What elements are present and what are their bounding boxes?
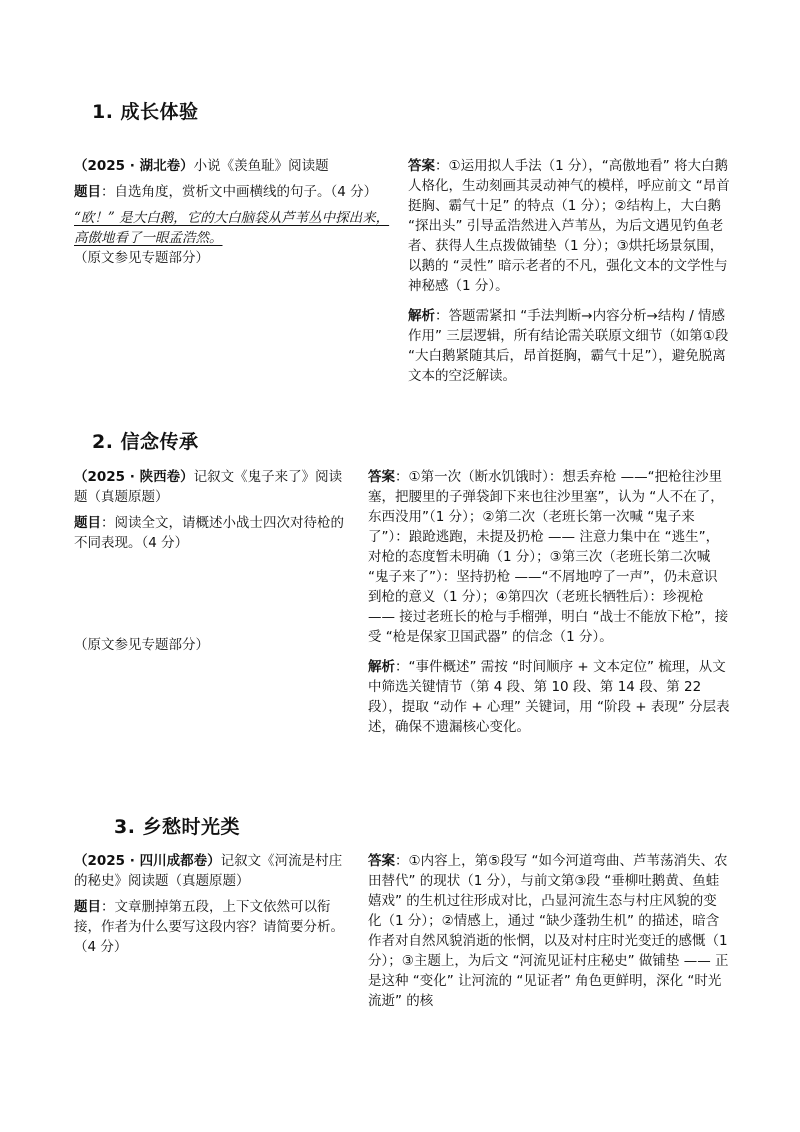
source-label: （2025 · 湖北卷） — [74, 158, 194, 174]
source-line — [74, 156, 392, 176]
source-text: 小说《羡鱼耻》阅读题 — [193, 158, 329, 174]
section-2-answer — [368, 467, 730, 737]
section-2-source-note: （原文参见专题部分） — [74, 637, 209, 653]
question-label: 题目 — [74, 184, 101, 200]
section-2-title: 2. 信念传承 — [92, 431, 199, 453]
analysis-paragraph — [368, 657, 730, 737]
source-label: （2025 · 四川成都卷） — [74, 853, 221, 869]
section-1-title: 1. 成长体验 — [92, 101, 199, 123]
answer-paragraph — [408, 156, 730, 296]
source-text: 记叙文《鬼子来了》阅读题（真题原题） — [74, 469, 343, 505]
source-label: （2025 · 陕西卷） — [74, 469, 194, 485]
section-3-answer — [368, 851, 730, 1011]
section-2-question — [74, 467, 344, 553]
answer-text: ：①运用拟人手法（1 分），“高傲地看” 将大白鹅人格化，生动刻画其灵动神气的模样，呼应前文 “昂首挺胸、霸气十足” 的特点（1 分）；②结构上，大白鹅 “探出头” 引导孟浩然进入芦苇丛，为后文遇见钓鱼老者、获得人生点拨做铺垫（1 分）；③烘托场景氛围，以鹅的 “灵性” 暗示老者的不凡，强化文本的文学性与神秘感（1 分）。 — [408, 158, 730, 294]
analysis-label: 解析 — [408, 308, 435, 324]
question-line — [74, 897, 354, 957]
question-text: ：文章删掉第五段，上下文依然可以衔接，作者为什么要写这段内容？请简要分析。（4 分） — [74, 899, 344, 955]
source-note: （原文参见专题部分） — [74, 250, 209, 266]
answer-paragraph — [368, 467, 730, 647]
source-line — [74, 851, 354, 891]
source-text: 记叙文《河流是村庄的秘史》阅读题（真题原题） — [74, 853, 343, 889]
answer-text: ：①内容上，第⑤段写 “如今河道弯曲、芦苇荡消失、农田替代” 的现状（1 分），与前文第③段 “垂柳吐鹅黄、鱼蛙嬉戏” 的生机过往形成对比，凸显河流生态与村庄风貌的变化（1 分）；②情感上，通过 “缺少蓬勃生机” 的描述，暗含作者对自然风貌消逝的怅惘，以及对村庄时光变迁的感慨（1 分）；③主题上，为后文 “河流见证村庄秘史” 做铺垫 —— 正是这种 “变化” 让河流的 “见证者” 角色更鲜明，深化 “时光流逝” 的核 — [368, 853, 729, 1009]
section-1-answer — [408, 156, 730, 386]
question-line — [74, 513, 344, 553]
answer-label: 答案 — [408, 158, 435, 174]
analysis-label: 解析 — [368, 659, 395, 675]
section-3-title: 3. 乡愁时光类 — [114, 816, 241, 838]
question-label: 题目 — [74, 515, 101, 531]
answer-paragraph — [368, 851, 730, 1011]
underlined-quote: “欧！” 是大白鹅，它的大白脑袋从芦苇丛中探出来，高傲地看了一眼孟浩然。 — [74, 210, 390, 246]
question-line — [74, 182, 392, 202]
answer-label: 答案 — [368, 853, 395, 869]
question-text: ：自选角度，赏析文中画横线的句子。（4 分） — [101, 184, 378, 200]
analysis-text: ：答题需紧扣 “手法判断→内容分析→结构 / 情感作用” 三层逻辑，所有结论需关联原文细节（如第①段 “大白鹅紧随其后，昂首挺胸，霸气十足”），避免脱离文本的空泛解读。 — [408, 308, 729, 384]
analysis-text: ：“事件概述” 需按 “时间顺序 + 文本定位” 梳理，从文中筛选关键情节（第 4 段、第 10 段、第 14 段、第 22 段），提取 “动作 + 心理” 关键词，用 “阶段 + 表现” 分层表述，确保不遗漏核心变化。 — [368, 659, 730, 735]
answer-text: ：①第一次（断水饥饿时）：想丢弃枪 ——“把枪往沙里塞，把腰里的子弹袋卸下来也往沙里塞”，认为 “人不在了，东西没用”（1 分）；②第二次（老班长第一次喊 “鬼子来了”）：踉跄逃跑，未提及扔枪 —— 注意力集中在 “逃生”，对枪的态度暂未明确（1 分）；③第三次（老班长第二次喊 “鬼子来了”）：坚持扔枪 ——“不屑地哼了一声”，仍未意识到枪的意义（1 分）；④第四次（老班长牺牲后）：珍视枪 —— 接过老班长的枪与手榴弹，明白 “战士不能放下枪”，接受 “枪是保家卫国武器” 的信念（1 分）。 — [368, 469, 729, 645]
section-3-question — [74, 851, 354, 957]
analysis-paragraph — [408, 306, 730, 386]
question-text: ：阅读全文，请概述小战士四次对待枪的不同表现。（4 分） — [74, 515, 344, 551]
section-1-question — [74, 156, 392, 268]
question-label: 题目 — [74, 899, 101, 915]
source-line — [74, 467, 344, 507]
answer-label: 答案 — [368, 469, 395, 485]
